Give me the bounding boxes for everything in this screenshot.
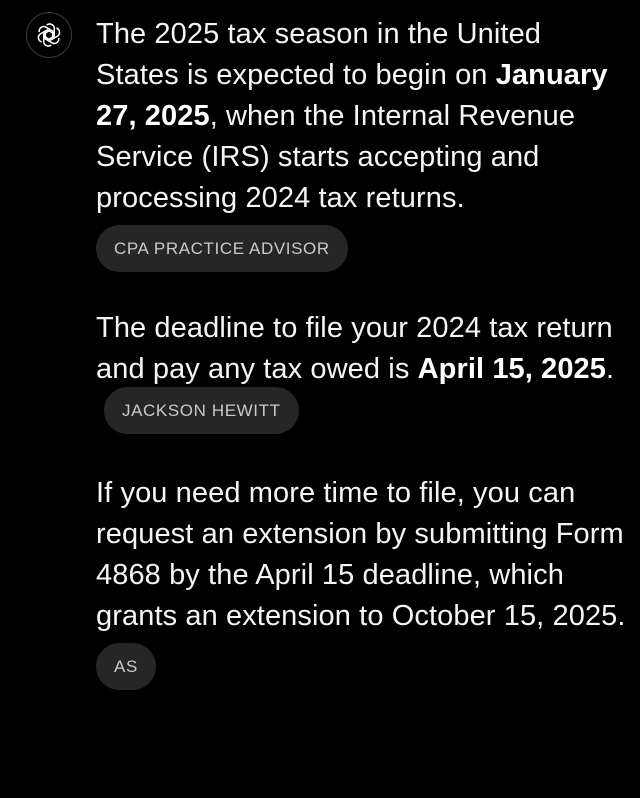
assistant-avatar xyxy=(26,12,72,58)
paragraph-text: . xyxy=(606,353,615,385)
date-highlight: April 15, 2025 xyxy=(417,353,607,385)
source-chip-jackson-hewitt[interactable]: JACKSON HEWITT xyxy=(104,387,299,434)
openai-logo-icon xyxy=(35,21,63,49)
paragraph-text: The deadline to file your 2024 tax return and pay any tax owed is xyxy=(96,312,613,385)
assistant-message xyxy=(96,14,626,690)
paragraph-filing-deadline xyxy=(96,308,626,437)
paragraph-text: The 2025 tax season in the United States is expected to begin on xyxy=(96,18,542,91)
source-chip-as[interactable]: AS xyxy=(96,643,156,690)
paragraph-extension xyxy=(96,473,626,637)
paragraph-text: , when the Internal Revenue Service (IRS) starts accepting and processing 2024 tax returns. xyxy=(96,100,576,214)
date-highlight: January 27, 2025 xyxy=(96,59,608,132)
paragraph-text: If you need more time to file, you can request an extension by submitting Form 4868 by the April 15 deadline, which grants an extension to October 15, 2025. xyxy=(96,477,626,632)
source-chip-cpa-practice-advisor[interactable]: CPA PRACTICE ADVISOR xyxy=(96,225,348,272)
paragraph-tax-season-start xyxy=(96,14,626,219)
